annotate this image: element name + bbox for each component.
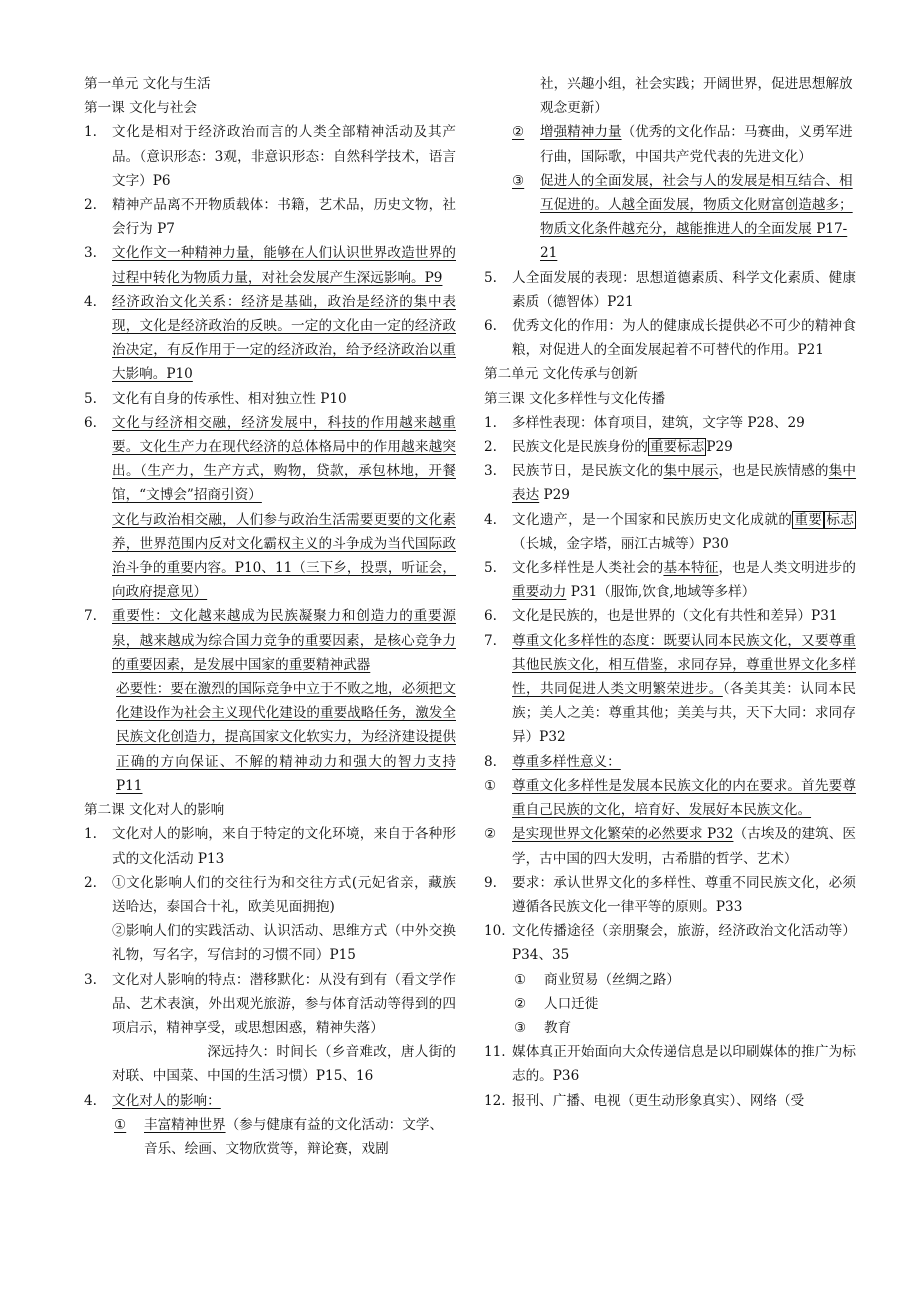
list-item: 8. 尊重多样性意义：	[484, 753, 621, 770]
list-item: 3. 民族节日，是民族文化的集中展示，也是民族情感的集中表达 P29	[484, 463, 857, 504]
list-item: ① 丰富精神世界（参与健康有益的文化活动：文学、音乐、绘画、文物欣赏等，辩论赛，戏剧	[114, 1116, 444, 1157]
list-item: 3. 文化作文一种精神力量，能够在人们认识世界改造世界的过程中转化为物质力量，对社会发展产生深远影响。P9	[84, 245, 456, 286]
list-item: ① 商业贸易（丝绸之路）	[514, 971, 680, 988]
list-item: 深远持久：时间长（乡音难改，唐人街的对联、中国菜、中国的生活习惯）P15、16	[112, 1044, 456, 1085]
list-item: ② 人口迁徙	[514, 995, 599, 1012]
list-item: 必要性：要在激烈的国际竞争中立于不败之地，必须把文化建设作为社会主义现代化建设的重要战略任务，激发全民族文化创造力，提高国家文化软实力，为经济建设提供正确的方向保证、不解的精神动力和强大的智力支持 P11	[116, 681, 456, 794]
list-item: 文化与政治相交融，人们参与政治生活需要更要的文化素养，世界范围内反对文化霸权主义的斗争成为当代国际政治斗争的重要内容。P10、11（三下乡，投票，听证会，向政府提意见）	[112, 511, 456, 601]
list-item: 1. 文化是相对于经济政治而言的人类全部精神活动及其产品。（意识形态：3观，非意识形态：自然科学技术，语言文字）P6	[84, 124, 456, 189]
list-item: 4. 文化对人的影响：	[84, 1092, 221, 1109]
right-column	[484, 72, 856, 1113]
list-item: 4. 经济政治文化关系：经济是基础，政治是经济的集中表现，文化是经济政治的反映。一定的文化由一定的经济政治决定，有反作用于一定的经济政治，给予经济政治以重大影响。P10	[84, 293, 456, 383]
list-item: 9. 要求：承认世界文化的多样性、尊重不同民族文化，必须遵循各民族文化一律平等的原则。P33	[484, 874, 856, 915]
list-item: 社，兴趣小组，社会实践；开阔世界，促进思想解放观念更新）	[540, 76, 853, 117]
boxed-term: 重要	[794, 511, 823, 528]
lesson-title: 第三课 文化多样性与文化传播	[484, 390, 666, 407]
list-item: 6. 文化是民族的，也是世界的（文化有共性和差异）P31	[484, 608, 838, 625]
list-item: 7. 重要性：文化越来越成为民族凝聚力和创造力的重要源泉，越来越成为综合国力竞争的重要因素，是核心竞争力的重要因素，是发展中国家的重要精神武器	[84, 608, 456, 673]
list-item: 6. 文化与经济相交融，经济发展中，科技的作用越来越重要。文化生产力在现代经济的总体格局中的作用越来越突出。（生产力，生产方式，购物，贷款，承包林地，开餐馆，“文博会”招商引资）	[84, 414, 456, 504]
list-item: 1. 文化对人的影响，来自于特定的文化环境，来自于各种形式的文化活动 P13	[84, 826, 456, 867]
list-item: 2. ①文化影响人们的交往行为和交往方式(元妃省亲，藏族送哈达，泰国合十礼，欧美见面拥抱)	[84, 874, 456, 915]
list-item: 2. 精神产品离不开物质载体：书籍，艺术品，历史文物，社会行为 P7	[84, 197, 456, 238]
list-item: 5. 文化多样性是人类社会的基本特征，也是人类文明进步的重要动力 P31（服饰,饮食,地域等多样）	[484, 560, 857, 601]
list-item: 10. 文化传播途径（亲朋聚会，旅游，经济政治文化活动等）P34、35	[484, 923, 856, 964]
boxed-term: 重要标志	[649, 439, 705, 456]
list-item: ③ 教育	[514, 1019, 572, 1036]
unit-title: 第一单元 文化与生活	[84, 76, 211, 92]
boxed-term: 标志	[826, 511, 855, 528]
list-item: ②影响人们的实践活动、认识活动、思维方式（中外交换礼物，写名字，写信封的习惯不同）P15	[112, 923, 456, 964]
list-item: 3. 文化对人影响的特点：潜移默化：从没有到有（看文学作品、艺术表演，外出观光旅游，参与体育活动等得到的四项启示，精神享受，或思想困惑，精神失落）	[84, 971, 456, 1036]
unit-title: 第二单元 文化传承与创新	[484, 366, 638, 383]
list-item: ③ 促进人的全面发展，社会与人的发展是相互结合、相互促进的。人越全面发展，物质文化财富创造越多；物质文化条件越充分，越能推进人的全面发展 P17-21	[512, 172, 853, 262]
list-item: 12. 报刊、广播、电视（更生动形象真实）、网络（受	[484, 1092, 805, 1109]
list-item: 6. 优秀文化的作用：为人的健康成长提供必不可少的精神食粮，对促进人的全面发展起着不可替代的作用。P21	[484, 318, 856, 359]
list-item: ② 是实现世界文化繁荣的必然要求 P32（古埃及的建筑、医学，古中国的四大发明，古希腊的哲学、艺术）	[484, 826, 857, 867]
list-item: ② 增强精神力量（优秀的文化作品：马赛曲，义勇军进行曲，国际歌，中国共产党代表的先进文化）	[512, 124, 853, 165]
list-item: 7. 尊重文化多样性的态度：既要认同本民族文化，又要尊重其他民族文化，相互借鉴，求同存异，尊重世界文化多样性，共同促进人类文明繁荣进步。（各美其美：认同本民族；美人之美：尊重其他；美美与共，天下大同：求同存异）P32	[484, 632, 857, 746]
lesson-title: 第二课 文化对人的影响	[84, 802, 225, 819]
lesson-title: 第一课 文化与社会	[84, 100, 198, 117]
list-item: 2. 民族文化是民族身份的 重要标志 P29	[484, 439, 733, 456]
list-item: 4. 文化遗产，是一个国家和民族历史文化成就的 重要 标志（长城，金字塔，丽江古城等）P30	[484, 511, 855, 552]
list-item: 5. 文化有自身的传承性、相对独立性 P10	[84, 390, 347, 407]
list-item: 11. 媒体真正开始面向大众传递信息是以印刷媒体的推广为标志的。P36	[484, 1044, 856, 1085]
list-item: 5. 人全面发展的表现：思想道德素质、科学文化素质、健康素质（德智体）P21	[484, 269, 856, 310]
left-column	[84, 72, 456, 1161]
list-item: 1. 多样性表现：体育项目，建筑，文字等 P28、29	[484, 414, 805, 431]
list-item: ① 尊重文化多样性是发展本民族文化的内在要求。首先要尊重自己民族的文化，培育好、发展好本民族文化。	[484, 777, 856, 819]
